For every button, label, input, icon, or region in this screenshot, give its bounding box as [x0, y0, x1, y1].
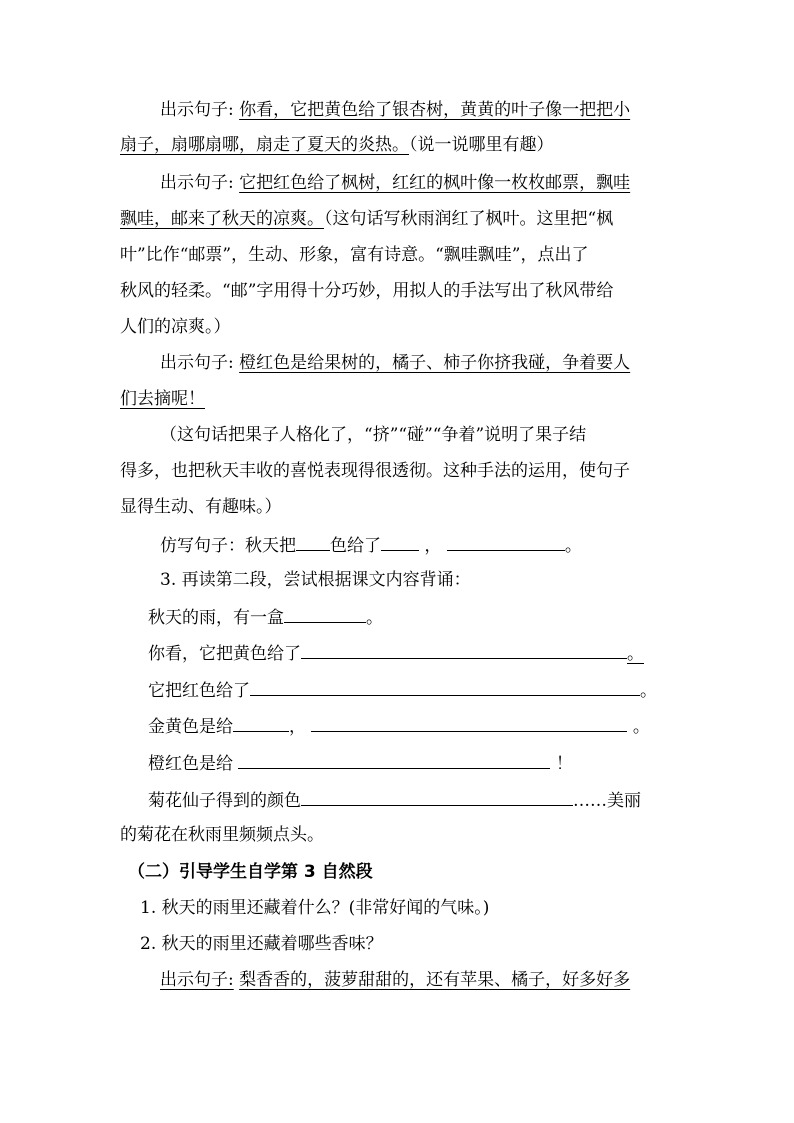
underlined-sentence: 橙红色是给果树的，橘子、柿子你挤我碰，争着要人 [239, 353, 631, 373]
example-label: 出示句子: [160, 100, 234, 120]
recite-text: 。 [627, 644, 644, 664]
annotation-line: 叶”比作“邮票”，生动、形象，富有诗意。“飘哇飘哇”，点出了 [120, 245, 589, 265]
reread-instruction: 3. 再读第二段，尝试根据课文内容背诵： [160, 570, 471, 590]
annotation: （这句话写秋雨润红了枫叶。这里把“枫 [324, 209, 614, 229]
underlined-sentence: 梨香香的，菠萝甜甜的，还有苹果、橘子，好多好多 [239, 970, 631, 990]
example-sentence-3-line-1 [160, 352, 630, 374]
example-sentence-2-line-1 [160, 172, 630, 194]
fill-blank[interactable] [233, 714, 289, 732]
exercise-text: 仿写句子：秋天把 [160, 536, 296, 556]
fill-blank[interactable] [250, 678, 640, 696]
fill-blank[interactable] [296, 533, 330, 551]
example-sentence-1-line-1 [160, 99, 630, 121]
example-sentence-1-line-2 [120, 134, 554, 156]
fill-blank[interactable] [311, 714, 627, 732]
underlined-sentence: 它把红色给了枫树，红红的枫叶像一枚枚邮票，飘哇 [239, 173, 631, 193]
annotation-line: 显得生动、有趣味。） [120, 497, 282, 517]
fill-blank[interactable] [447, 533, 565, 551]
recite-text: 。 [366, 608, 383, 628]
example-label: 出示句子: [160, 970, 234, 990]
fill-blank[interactable] [301, 788, 573, 806]
exercise-text: ， [424, 536, 442, 556]
recite-text: 它把红色给了 [148, 681, 250, 701]
exercise-text: 色给了 [330, 536, 381, 556]
example-label: 出示句子: [160, 173, 234, 193]
question-2: 2. 秋天的雨里还藏着哪些香味？ [140, 934, 383, 954]
recite-text: 。 [640, 681, 657, 701]
recite-text: 橙红色是给 [148, 754, 233, 774]
recite-line-4 [148, 714, 650, 738]
recite-text: ！ [555, 754, 573, 774]
recite-text: 秋天的雨，有一盒 [148, 608, 284, 628]
recite-line-2 [148, 641, 644, 665]
underlined-sentence: 你看，它把黄色给了银杏树，黄黄的叶子像一把把小 [239, 100, 631, 120]
annotation-line: 人们的凉爽。） [120, 317, 231, 337]
recite-text: ， [289, 717, 306, 737]
imitation-exercise [160, 533, 582, 557]
fill-blank[interactable] [301, 641, 627, 659]
question-1: 1. 秋天的雨里还藏着什么？(非常好闻的气味。) [140, 898, 490, 918]
recite-text: 金黄色是给 [148, 717, 233, 737]
recite-text: 。 [632, 717, 650, 737]
recite-line-3 [148, 678, 657, 702]
recite-text: 菊花仙子得到的颜色 [148, 791, 301, 811]
example-sentence-3-line-2 [120, 388, 205, 410]
annotation: （说一说哪里有趣） [409, 135, 554, 155]
recite-text: 你看，它把黄色给了 [148, 644, 301, 664]
underlined-sentence: 扇子，扇哪扇哪，扇走了夏天的炎热。 [120, 135, 409, 155]
exercise-text: 。 [564, 536, 582, 556]
underlined-sentence: 飘哇，邮来了秋天的凉爽。 [120, 209, 324, 229]
annotation-line: （这句话把果子人格化了，“挤”“碰”“争着”说明了果子结 [160, 425, 587, 445]
recite-line-1 [148, 605, 383, 629]
annotation-line: 得多，也把秋天丰收的喜悦表现得很透彻。这种手法的运用，使句子 [120, 461, 630, 481]
recite-text: ……美丽 [573, 791, 641, 811]
fill-blank[interactable] [284, 605, 366, 623]
recite-line-6 [148, 788, 641, 812]
underlined-sentence: 们去摘呢！ [120, 389, 205, 409]
recite-line-5 [148, 751, 573, 775]
fill-blank[interactable] [381, 533, 419, 551]
recite-line-7: 的菊花在秋雨里频频点头。 [120, 825, 324, 845]
section-heading: （二）引导学生自学第 3 自然段 [128, 862, 373, 882]
fill-blank[interactable] [238, 751, 550, 769]
example-sentence-2-line-2 [120, 208, 613, 230]
example-label: 出示句子: [160, 353, 234, 373]
example-sentence-4 [160, 969, 630, 991]
annotation-line: 秋风的轻柔。“邮”字用得十分巧妙，用拟人的手法写出了秋风带给 [120, 281, 614, 301]
